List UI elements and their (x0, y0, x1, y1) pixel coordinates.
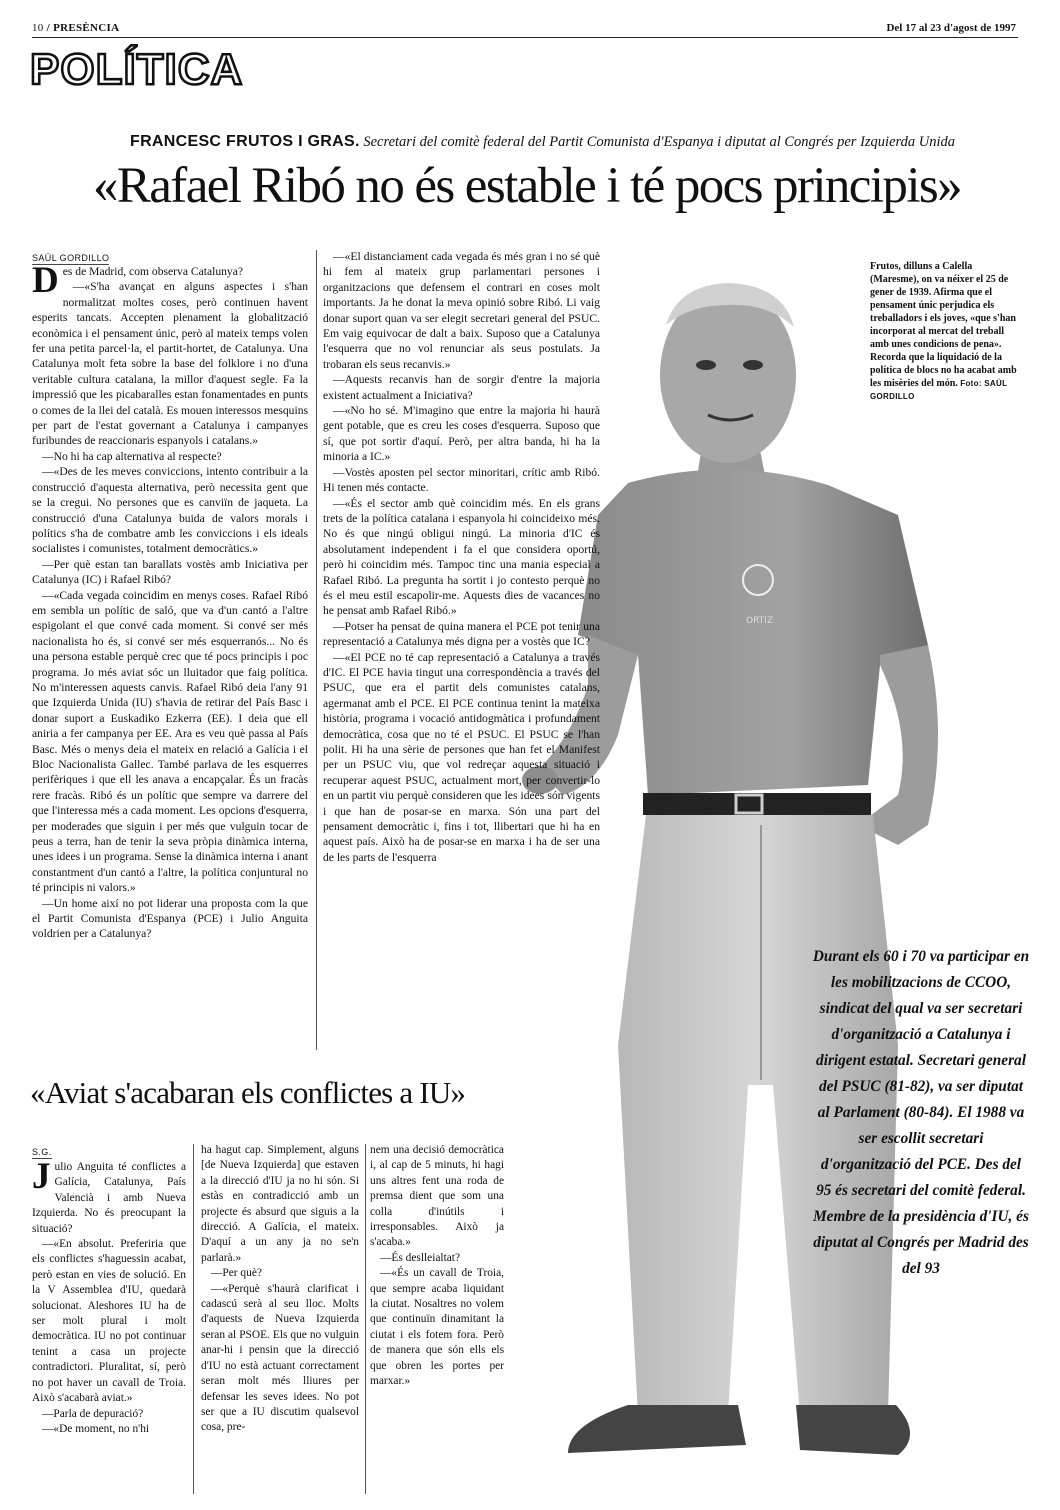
header-rule (32, 37, 1018, 38)
secondary-column-1 (32, 1156, 186, 1437)
interviewee-name: FRANCESC FRUTOS I GRAS. (130, 133, 360, 150)
page-folio: 10 / PRESÈNCIA (32, 22, 120, 34)
byline: SAÜL GORDILLO (32, 253, 110, 263)
paragraph: —Vostès aposten pel sector minoritari, crític amb Ribó. Hi tenen més contacte. (323, 465, 600, 495)
paragraph: —És deslleialtat? (380, 1251, 461, 1264)
paragraph: —«És el sector amb què coincidim més. En els grans trets de la política catalana i espanyola hi coincideixo més. No és que ningú obligui ningú. La minoria d'IC és absolutament independent i fa el que considera oportú, però hi coincidim més. Tampoc tinc una mania especial a Rafael Ribó. La pregunta ha sortit i jo contesto perquè no és el meu estil escapolir-me. Aquests dies de vacances no he pensat amb Rafael Ribó.» (323, 496, 600, 618)
article-column-1 (32, 260, 308, 942)
standfirst (130, 133, 1010, 151)
paragraph: —«Cada vegada coincidim en menys coses. Rafael Ribó em sembla un polític de saló, que va d'un cantó a l'altre espigolant el que convé cada moment. Si convé ser més nacionalista ho és, si convé ser més esquerranós... No és una persona estable perquè crec que té pocs principis i poc programa. Jo més aviat sóc un lluitador que faig política. No m'interessen aquests canvis. Rafael Ribó deia l'any 91 que Izquierda Unida (IU) s'havia de retirar del País Basc i donar suport a Euskadiko Ezkerra (EE). I deia que ell aniria a fer campanya per EE. Ara es veu què passa al País Basc. Més o menys deia el mateix en relació a Galícia i el Bloc Nacionalista Gallec. També parlava de les esquerres perifèriques i que ell les anava a encapçalar. És un fracàs rere fracàs. Ribó és un polític que sempre va darrere del que l'interessa més a cada moment. Les opcions d'esquerra, per moderades que siguin i per més que vulguin tocar de peus a terra, han de tenir la seva pròpia dinàmica interna, unes idees i un programa. Sense la dinàmica interna i anant constantment d'un cantó a l'altre, la política conjuntural no té principis ni valors.» (32, 588, 308, 895)
t-shirt (578, 469, 928, 795)
left-shoe (568, 1405, 746, 1453)
interviewee-role: Secretari del comitè federal del Partit Comunista d'Espanya i diputat al Congrés per Izquierda Unida (363, 134, 955, 150)
paragraph: —«És un cavall de Troia, que sempre acaba liquidant la ciutat. Nosaltres no volem que continuïn dinamitant la ciutat i els fotem fora. Però de manera que són ells els que obren les portes per marxar.» (370, 1267, 504, 1388)
headline: «Rafael Ribó no és estable i té pocs principis» (92, 158, 962, 214)
photo-credit: Foto: SAÜL GORDILLO (870, 379, 1008, 401)
paragraph: ha hagut cap. Simplement, alguns [de Nueva Izquierda] que estaven a la direcció d'IU ja no hi són. Si estàs en contradicció amb un projecte és absurd que siguis a la direcció. A Galícia, el mateix. D'aquí a un any ja no se'n parlarà.» (201, 1144, 359, 1264)
paragraph: —Aquests recanvis han de sorgir d'entre la majoria existent actualment a Iniciativa? (323, 373, 600, 402)
paragraph: —No hi ha cap alternativa al respecte? (42, 449, 222, 463)
paragraph: —Per què estan tan barallats vostès amb Iniciativa per Catalunya (IC) i Rafael Ribó? (32, 557, 308, 587)
column-rule (193, 1144, 194, 1494)
paragraph: —«El PCE no té cap representació a Catalunya a través d'IC. El PCE havia tingut una correspondència a través del PSUC, que era el partit dels comunistes catalans, agermanat amb el PCE. El PCE continua tenint la mateixa història, programa i vocació antidogmàtica i profundament democràtica, cosa que no té el PSUC. El PSUC se l'han polit. Hi ha una sèrie de persones que han fet el Manifest per un PSUC viu, que vol redreçar aquesta situació i recuperar aquest PSUC, actualment mort, per convertir-lo en un partit viu perquè consideren que les idees són vigents i que han de posar-se en marxa. Són una part del pensament democràtic i, fins i tot, llibertari que hi ha en aquest país. Això ha de posar-se en marxa i ha de ser una de les parts de l'esquerra (323, 650, 600, 864)
paragraph: ulio Anguita té conflictes a Galícia, Catalunya, País Valencià i amb Nueva Izquierda. No és preocupant la situació? (32, 1161, 186, 1235)
paragraph: —Potser ha pensat de quina manera el PCE pot tenir una representació a Catalunya més digna per a vostès que IC? (323, 619, 600, 649)
paragraph: es de Madrid, com observa Catalunya? (62, 265, 244, 278)
secondary-column-3 (370, 1143, 504, 1390)
column-rule (365, 1144, 366, 1494)
paragraph: —«No ho sé. M'imagino que entre la majoria hi haurà gent potable, que es creu les coses d'esquerra. Suposo que sí, que pot sortir d'aquí. Però, per altra banda, hi ha la minoria a IC.» (323, 404, 600, 464)
paragraph: —Parla de depuració? (42, 1407, 144, 1420)
drop-cap: J (32, 1156, 51, 1197)
paragraph: —«Perquè s'haurà clarificat i cadascú serà al seu lloc. Molts d'aquests de Nueva Izquierda seran al PSOE. Els que no vulguin anar-hi i pensin que la direcció d'IU no està actuant correctament seran molt més lliures per defensar les seves idees. No pot ser que a IU discutim qualsevol cosa, pre- (201, 1282, 359, 1434)
photo-caption (870, 260, 1022, 403)
secondary-byline: S.G. (32, 1147, 52, 1157)
paragraph: —Un home així no pot liderar una proposta com la que el Partit Comunista d'Espanya (PCE) i Julio Anguita voldrien per a Catalunya? (32, 896, 308, 941)
issue-date: Del 17 al 23 d'agost de 1997 (886, 22, 1016, 34)
secondary-headline: «Aviat s'acabaran els conflictes a IU» (30, 1075, 466, 1110)
article-column-2 (323, 249, 600, 865)
paragraph: —Per què? (211, 1267, 262, 1280)
paragraph: —«De moment, no n'hi (42, 1422, 150, 1435)
section-title: POLÍTICA (30, 45, 244, 94)
column-rule (316, 250, 317, 1050)
paragraph: —«En absolut. Preferiria que els conflictes s'haguessin acabat, però estan en vies de solució. En la V Assemblea d'IU, quedarà solucionat. Aleshores IU ha de ser molt plural i molt democràtica. IU no pot continuar tenint a casa un projecte contradictori. Pluralitat, sí, però no pot haver un cavall de Troia. Això s'acabarà aviat.» (32, 1238, 186, 1405)
paragraph: nem una decisió democràtica i, al cap de 5 minuts, hi hagi uns altres fent una roda de premsa dient que som una colla d'inútils i irresponsables. Això ja s'acaba.» (370, 1144, 504, 1249)
publication-name: PRESÈNCIA (53, 22, 120, 34)
paragraph: —«S'ha avançat en alguns aspectes i s'han normalitzat moltes coses, però continuen havent esperits tancats. Accepten plenament la globalització econòmica i el pensament únic, però al mateix temps volen fer una petita parcel·la, el partit-hortet, de Catalunya. Una Catalunya molt feta sobre la base del folklore i no d'una veritable cultura catalana, la millor d'aquest segle. Fa la impressió que les picabaralles estan fonamentades en punts o comes de la llei del català. Es mouen interessos mesquins per part de l'estat governant a Catalunya i campanyes furibundes de reaccionaris espanyols i catalans.» (32, 280, 308, 448)
secondary-column-2 (201, 1143, 359, 1436)
paragraph: —«Des de les meves conviccions, intento contribuir a la construcció d'aquesta alternativa, però necessita gent que se la cregui. No persones que es canviïn de jaqueta. La construcció d'una Catalunya buida de valors morals i polítics s'ha de combatre amb les conviccions i els ideals socialistes i comunistes, totalment democràtics.» (32, 465, 308, 556)
drop-cap: D (32, 260, 59, 301)
page-number: 10 (32, 22, 44, 34)
bio-pull-quote: Durant els 60 i 70 va participar en les mobilitzacions de CCOO, sindicat del qual va ser secretari d'organització a Catalunya i dirigent estatal. Secretari general del PSUC (81-82), va ser diputat al Parlament (80-84). El 1988 va ser escollit secretari d'organització del PCE. Des del 95 és secretari del comitè federal. Membre de la presidència d'IU, és diputat al Congrés per Madrid des del 93 (812, 948, 1030, 1277)
caption-text: Frutos, dilluns a Calella (Maresme), on va néixer el 25 de gener de 1939. Afirma que el pensament únic perjudica els treballadors i els joves, «que s'han incorporat al mercat del treball amb unes condicions de pena». Recorda que la liquidació de la política de blocs no ha acabat amb les misèries del món. (870, 261, 1017, 389)
shirt-text: ORTIZ (746, 616, 773, 626)
right-shoe (796, 1405, 910, 1455)
paragraph: —«El distanciament cada vegada és més gran i no sé què hi fem al mateix grup parlamentari persones i organitzacions que defensem el contrari en coses molt importants. Ja he donat la meva opinió sobre Ribó. Li vaig donar suport quan va ser elegit secretari general del PSUC. Em vaig equivocar de dalt a baix. Suposo que a Catalunya l'esquerra que no vol renunciar als seus postulats. Ja trobaran els seus recanvis.» (323, 250, 600, 371)
